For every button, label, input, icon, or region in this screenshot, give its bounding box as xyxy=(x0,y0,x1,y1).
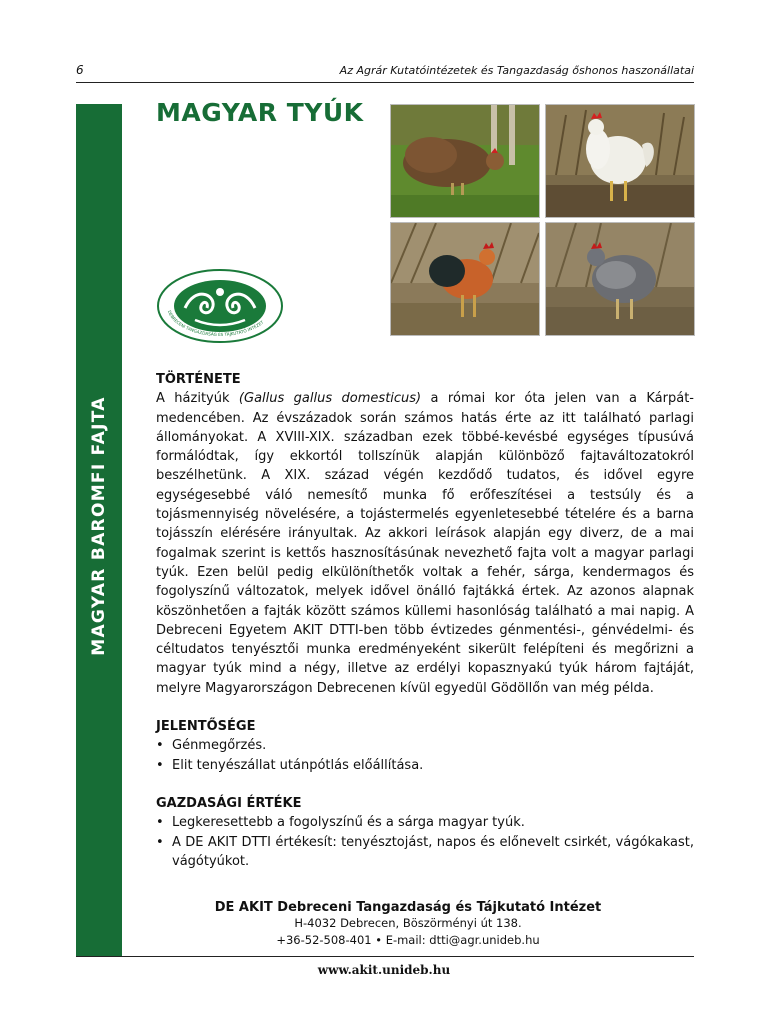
footer-url[interactable]: www.akit.unideb.hu xyxy=(317,963,451,977)
photo-brown-hen xyxy=(390,104,540,218)
importance-heading: JELENTŐSÉGE xyxy=(156,719,256,735)
page-number: 6 xyxy=(76,63,84,77)
history-text: A házityúk (Gallus gallus domesticus) a római kor óta jelen van a Kárpát-medencében. Az évszázadok során számos hatás érte az itt található parlagi állományokat. A XVIII-XIX. században ezek többé-kevésbé egységes típusúvá formálódtak, így ekkortól tollszínük alapján különböző fajtaváltozatokról beszélhetünk. A XIX. század végén kezdődő tudatos, és idővel egyre egységesebbé váló nemesítő munka fő erőfeszítései a testsúly és a tojásmennyiség növelésére, a tojástermelés egyenletesebbé tételére és a barna tojásszín elérésére irányultak. Az akkori leírások alapján egy diverz, de a mai fogalmak szerint is kettős hasznosításúnak nevezhető fajta volt a magyar parlagi tyúk. Ezen belül pedig elkülöníthetők voltak a fehér, sárga, kendermagos és fogolyszínű változatok, melyek idővel önálló fajtákká értek. Az azonos alapnak köszönhetően a fajták között számos küllemi hasonlóság található a mai napig. A Debreceni Egyetem AKIT DTTI-ben több évtizedes génmentési-, génvédelmi- és céltudatos tenyésztői munka eredményeként sikerült felépíteni és megőrizni a magyar tyúk mind a négy, illetve az erdélyi kopasznyakú tyúk három fajtáját, melyre Magyarországon Debrecenen kívül egyedül Gödöllőn van még példa. xyxy=(156,391,694,696)
footer-institution: DE AKIT Debreceni Tangazdaság és Tájkutató Intézet xyxy=(214,900,602,915)
economic-heading: GAZDASÁGI ÉRTÉKE xyxy=(156,795,302,811)
list-item: • A DE AKIT DTTI értékesít: tenyésztojást, napos és előnevelt csirkét, vágókakast, vágótyúkot. xyxy=(156,833,694,872)
footer-contact-line: +36-52-508-401 • E-mail: dtti@agr.unideb.hu xyxy=(276,933,540,947)
page-title: MAGYAR TYÚK xyxy=(156,98,364,127)
photo-red-rooster xyxy=(390,222,540,336)
footer-rule xyxy=(76,956,694,957)
footer-contact xyxy=(122,900,694,949)
list-item: • Legkeresettebb a fogolyszínű és a sárga magyar tyúk. xyxy=(156,813,694,832)
importance-list xyxy=(156,736,694,775)
main-content xyxy=(156,370,694,871)
species-name: (Gallus gallus domesticus) xyxy=(238,391,422,407)
sidebar-label: MAGYAR BAROMFI FAJTA xyxy=(89,396,109,656)
photo-speckled-hen xyxy=(545,222,695,336)
institute-logo xyxy=(155,266,285,350)
list-item: • Génmegőrzés. xyxy=(156,736,694,755)
logo-ring-text: DEBRECENI TANGAZDASÁG ÉS TÁJKUTATÓ INTÉZET xyxy=(166,309,265,338)
photo-white-rooster xyxy=(545,104,695,218)
economic-list xyxy=(156,813,694,871)
running-header-title: Az Agrár Kutatóintézetek és Tangazdaság őshonos haszonállatai xyxy=(339,64,694,77)
footer-address: H-4032 Debrecen, Böszörményi út 138. xyxy=(294,916,522,930)
header-rule xyxy=(76,82,694,83)
history-heading: TÖRTÉNETE xyxy=(156,372,241,387)
list-item: • Elit tenyészállat utánpótlás előállítása. xyxy=(156,756,694,775)
